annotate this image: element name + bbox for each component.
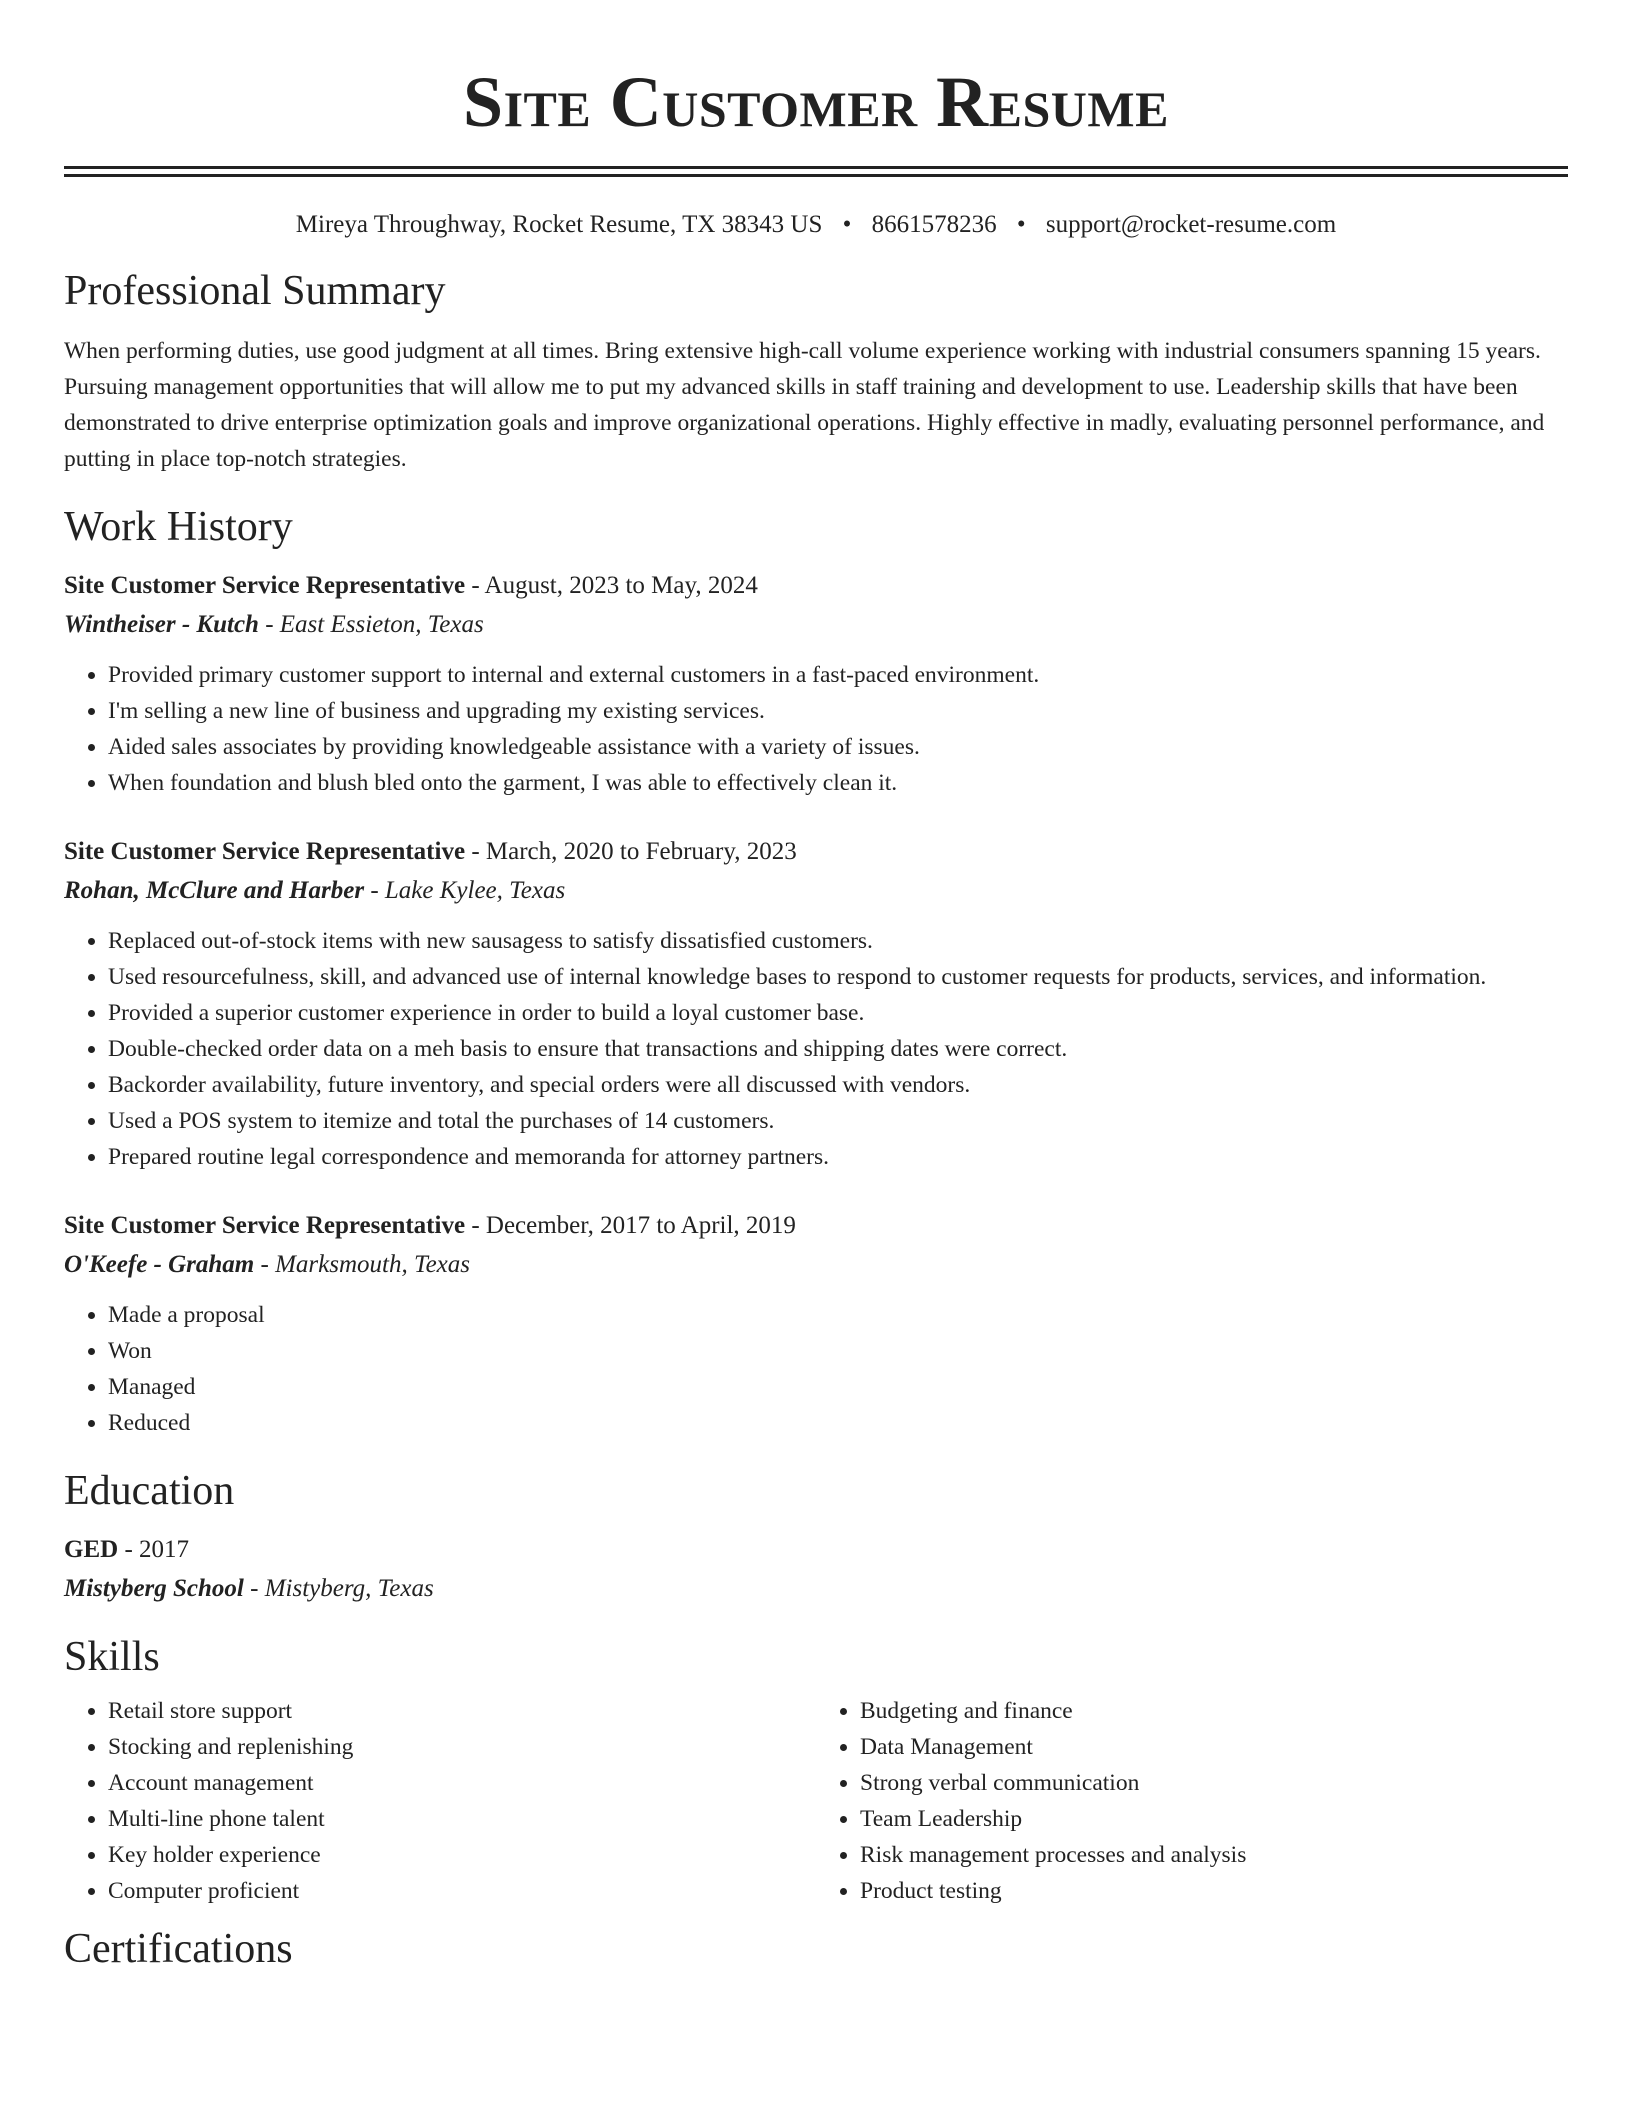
list-item: • When foundation and blush bled onto the garment, I was able to effectively clean it. <box>108 765 1568 801</box>
company-name: Rohan, McClure and Harber <box>64 877 365 904</box>
contact-line <box>64 207 1568 243</box>
company-location: - Lake Kylee, Texas <box>364 877 566 904</box>
company-line <box>64 1245 1568 1285</box>
job-dates: - August, 2023 to May, 2024 <box>465 572 758 599</box>
job-entry <box>64 833 1568 1175</box>
skills-list-left <box>64 1693 816 1909</box>
list-item: • Retail store support <box>108 1693 816 1729</box>
list-item: • Key holder experience <box>108 1837 816 1873</box>
company-line <box>64 605 1568 645</box>
company-location: - Marksmouth, Texas <box>254 1251 470 1278</box>
job-duties-list <box>64 1297 1568 1441</box>
list-item: • Used a POS system to itemize and total the purchases of 14 customers. <box>108 1103 1568 1139</box>
contact-address: Mireya Throughway, Rocket Resume, TX 38343 US <box>295 211 823 238</box>
list-item: • Reduced <box>108 1405 1568 1441</box>
list-item: • Double-checked order data on a meh basis to ensure that transactions and shipping dates were correct. <box>108 1031 1568 1067</box>
certifications-heading: Certifications <box>64 1926 293 1972</box>
school-name: Mistyberg School <box>64 1575 244 1602</box>
list-item: • Multi-line phone talent <box>108 1801 816 1837</box>
list-item: • Aided sales associates by providing knowledgeable assistance with a variety of issues. <box>108 729 1568 765</box>
list-item: • Budgeting and finance <box>860 1693 1568 1729</box>
education-entry <box>64 1531 1568 1609</box>
job-entry <box>64 1207 1568 1441</box>
list-item: • Computer proficient <box>108 1873 816 1909</box>
list-item: • Replaced out-of-stock items with new sausagess to satisfy dissatisfied customers. <box>108 923 1568 959</box>
job-entry <box>64 567 1568 801</box>
list-item: • Data Management <box>860 1729 1568 1765</box>
job-dates: - December, 2017 to April, 2019 <box>465 1212 796 1239</box>
list-item: • Provided a superior customer experience in order to build a loyal customer base. <box>108 995 1568 1031</box>
summary-text: When performing duties, use good judgment at all times. Bring extensive high-call volume experience working with industrial consumers spanning 15 years. Pursuing management opportunities that will allow me to put my advanced skills in staff training and development to use. Leadership skills that have been demonstrated to drive enterprise optimization goals and improve organizational operations. Highly effective in madly, evaluating personnel performance, and putting in place top-notch strategies. <box>64 338 1545 472</box>
education-heading: Education <box>64 1468 235 1514</box>
contact-separator: • <box>1016 211 1026 238</box>
list-item: • Won <box>108 1333 1568 1369</box>
company-name: O'Keefe - Graham <box>64 1251 255 1278</box>
list-item: • Product testing <box>860 1873 1568 1909</box>
list-item: • Used resourcefulness, skill, and advanced use of internal knowledge bases to respond to customer requests for products, services, and information. <box>108 959 1568 995</box>
job-dates: - March, 2020 to February, 2023 <box>465 838 797 865</box>
skills-columns <box>64 1693 1568 1909</box>
list-item: • Risk management processes and analysis <box>860 1837 1568 1873</box>
skills-heading: Skills <box>64 1634 160 1680</box>
skills-list-right <box>816 1693 1568 1909</box>
list-item: • Account management <box>108 1765 816 1801</box>
list-item: • I'm selling a new line of business and upgrading my existing services. <box>108 693 1568 729</box>
list-item: • Managed <box>108 1369 1568 1405</box>
list-item: • Provided primary customer support to internal and external customers in a fast-paced environment. <box>108 657 1568 693</box>
list-item: • Backorder availability, future inventory, and special orders were all discussed with vendors. <box>108 1067 1568 1103</box>
contact-separator: • <box>842 211 852 238</box>
degree-year: - 2017 <box>118 1536 190 1563</box>
company-name: Wintheiser - Kutch <box>64 611 259 638</box>
title-divider <box>64 166 1568 177</box>
job-title-line <box>64 1207 1568 1245</box>
school-line <box>64 1569 1568 1609</box>
list-item: • Stocking and replenishing <box>108 1729 816 1765</box>
contact-email: support@rocket-resume.com <box>1045 211 1337 238</box>
list-item: • Team Leadership <box>860 1801 1568 1837</box>
company-location: - East Essieton, Texas <box>258 611 484 638</box>
resume-title: Site Customer Resume <box>463 62 1169 142</box>
job-title-line <box>64 567 1568 605</box>
school-location: - Mistyberg, Texas <box>243 1575 434 1602</box>
job-title-line <box>64 833 1568 871</box>
summary-heading: Professional Summary <box>64 268 446 314</box>
company-line <box>64 871 1568 911</box>
degree-line <box>64 1531 1568 1569</box>
job-duties-list <box>64 923 1568 1175</box>
list-item: • Prepared routine legal correspondence and memoranda for attorney partners. <box>108 1139 1568 1175</box>
job-title: Site Customer Service Representative <box>64 838 466 865</box>
job-title: Site Customer Service Representative <box>64 1212 466 1239</box>
list-item: • Made a proposal <box>108 1297 1568 1333</box>
work-history-heading: Work History <box>64 504 293 550</box>
degree-name: GED <box>64 1536 119 1563</box>
list-item: • Strong verbal communication <box>860 1765 1568 1801</box>
job-title: Site Customer Service Representative <box>64 572 466 599</box>
contact-phone: 8661578236 <box>871 211 997 238</box>
job-duties-list <box>64 657 1568 801</box>
